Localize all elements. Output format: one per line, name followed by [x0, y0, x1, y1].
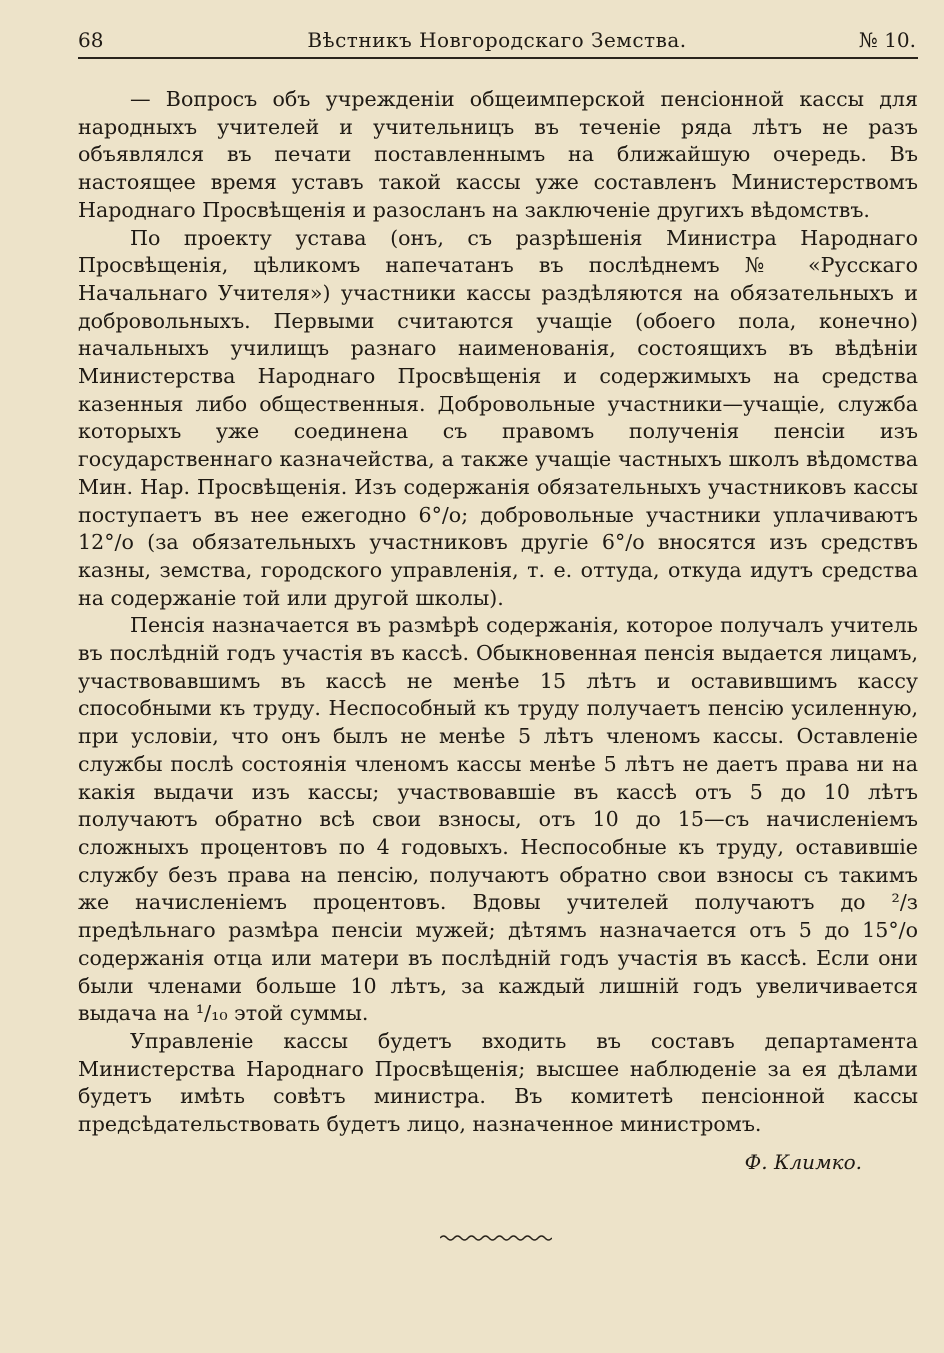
article-body [78, 86, 918, 1139]
running-header [78, 28, 916, 58]
journal-title: Вѣстникъ Новгородскаго Земства. [307, 28, 687, 52]
paragraph: Управленіе кассы будетъ входить въ составъ департамента Министерства Народнаго Просвѣщенія; высшее наблюденіе за ея дѣлами будетъ имѣть совѣтъ министра. Въ комитетѣ пенсіонной кассы предсѣдательствовать будетъ лицо, назначенное министромъ. [78, 1028, 918, 1137]
wavy-divider-icon [440, 1228, 552, 1247]
page-number: 68 [78, 28, 104, 52]
issue-number: № 10. [858, 28, 916, 52]
author-signature: Ф. Климко. [744, 1150, 862, 1174]
paragraph: — Вопросъ объ учрежденіи общеимперской пенсіонной кассы для народныхъ учителей и учительницъ въ теченіе ряда лѣтъ не разъ объявлялся въ печати поставленнымъ на ближайшую очередь. Въ настоящее время уставъ такой кассы уже составленъ Министерствомъ Народнаго Просвѣщенія и разосланъ на заключеніе другихъ вѣдомствъ. [78, 87, 918, 222]
header-rule [78, 57, 918, 59]
paragraph: Пенсія назначается въ размѣрѣ содержанія, которое получалъ учитель въ послѣдній годъ участія въ кассѣ. Обыкновенная пенсія выдается лицамъ, участвовавшимъ въ кассѣ не менѣе 15 лѣтъ и оставившимъ кассу способными къ труду. Неспособный къ труду получаетъ пенсію усиленную, при условіи, что онъ былъ не менѣе 5 лѣтъ членомъ кассы. Оставленіе службы послѣ состоянія членомъ кассы менѣе 5 лѣтъ не даетъ права ни на какія выдачи изъ кассы; участвовавшіе въ кассѣ отъ 5 до 10 лѣтъ получаютъ обратно всѣ свои взносы, отъ 10 до 15—съ начисленіемъ сложныхъ процентовъ по 4 годовыхъ. Неспособные къ труду, оставившіе службу безъ права на пенсію, получаютъ обратно свои взносы съ такимъ же начисленіемъ процентовъ. Вдовы учителей получаютъ до ²/з предѣльнаго размѣра пенсіи мужей; дѣтямъ назначается отъ 5 до 15°/о содержанія отца или матери въ послѣдній годъ участія въ кассѣ. Если они были членами больше 10 лѣтъ, за каждый лишній годъ увеличивается выдача на ¹/₁₀ этой суммы. [78, 613, 918, 1026]
paragraph: По проекту устава (онъ, съ разрѣшенія Министра Народнаго Просвѣщенія, цѣликомъ напечатанъ въ послѣднемъ № «Русскаго Начальнаго Учителя») участники кассы раздѣляются на обязательныхъ и добровольныхъ. Первыми считаются учащіе (обоего пола, конечно) начальныхъ училищъ разнаго наименованія, состоящихъ въ вѣдѣніи Министерства Народнаго Просвѣщенія и содержимыхъ на средства казенныя либо общественныя. Добровольные участники—учащіе, служба которыхъ уже соединена съ правомъ полученія пенсіи изъ государственнаго казначейства, а также учащіе частныхъ школъ вѣдомства Мин. Нар. Просвѣщенія. Изъ содержанія обязательныхъ участниковъ кассы поступаетъ въ нее ежегодно 6°/о; добровольные участники уплачиваютъ 12°/о (за обязательныхъ участниковъ другіе 6°/о вносятся изъ средствъ казны, земства, городского управленія, т. е. оттуда, откуда идутъ средства на содержаніе той или другой школы). [78, 225, 918, 610]
